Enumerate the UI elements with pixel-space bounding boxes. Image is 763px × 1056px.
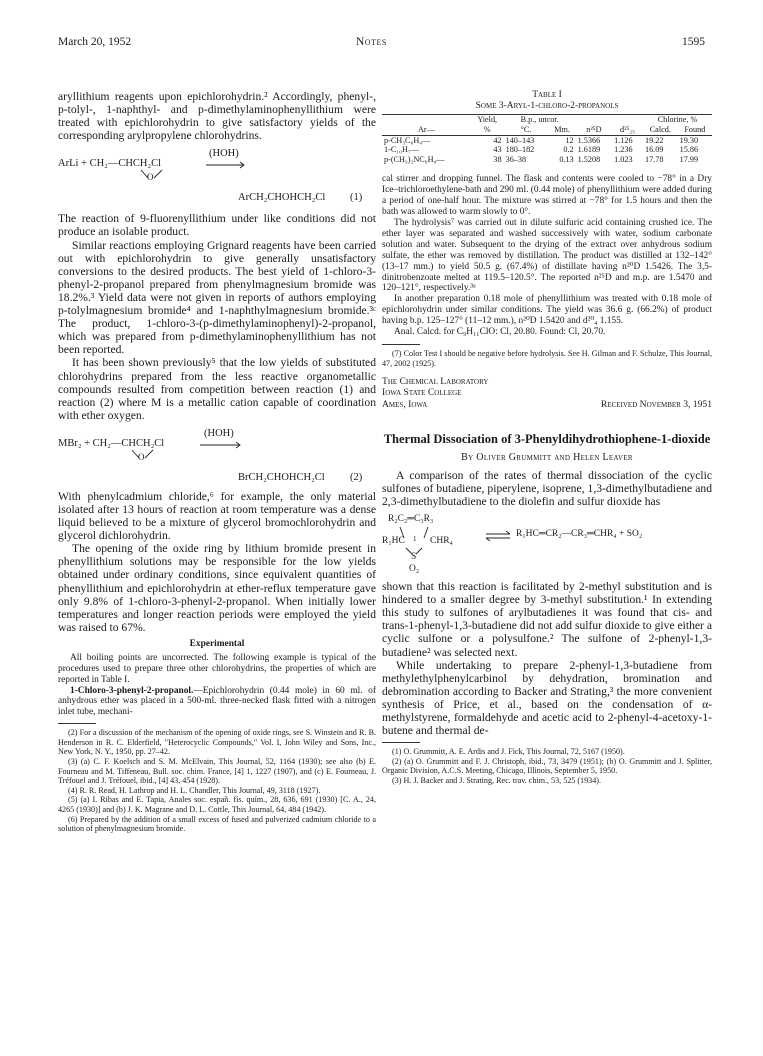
table-header-cell (612, 115, 643, 125)
table-cell: 1.126 (614, 135, 633, 145)
equation-3 (382, 512, 712, 578)
experimental-paragraph-2-text: —Epichlorohydrin (0.44 mole) in 60 ml. of anhydrous ether was placed in a 500-ml. three-necked flask fitted with a nitrogen inlet tube, mechani- (58, 685, 376, 718)
table-cell: 140–143 (505, 135, 535, 145)
article-byline: By Oliver Grummitt and Helen Leaver (461, 451, 633, 463)
table-cell: 17.99 (679, 154, 699, 164)
experimental-paragraph-5: In another preparation 0.18 mole of phenyllithium was treated with 0.18 mole of epichlorohydrin under similar conditions. The yield was 36.6 g. (66.2%) of product having b.p. 125–127° (11–12 mm.), n²⁰D 1.5420 and d²⁰₄ 1.155. (382, 294, 712, 327)
footnote-4: (4) R. R. Read, H. Lathrop and H. L. Chandler, This Journal, 49, 3118 (1927). (68, 785, 321, 795)
running-date: March 20, 1952 (58, 36, 132, 48)
table-cell: 0.13 (559, 154, 574, 164)
equation-1-product: ArCH₂CHOHCH₂Cl (238, 192, 326, 204)
received-date: Received November 3, 1951 (600, 398, 712, 410)
table-header-cell (576, 115, 612, 125)
left-column (58, 90, 376, 834)
lab-name: The Chemical Laboratory (382, 376, 489, 388)
table-cell: 180–182 (505, 145, 535, 155)
table-header-cell: Mm. (549, 125, 576, 135)
table-header-cell: °C. (504, 125, 549, 135)
equation-1-oxygen: O (147, 172, 154, 183)
table-cell: p-CH₃C₆H₄— (384, 135, 431, 145)
equation-2-oxygen: O (138, 451, 145, 462)
table-header-cell: Found (678, 125, 712, 135)
table-header-cell: n²⁵D (576, 125, 612, 135)
table-header-cell (382, 115, 471, 125)
table-header-cell: Chlorine, % (643, 115, 712, 125)
footnote-r3: (3) H. J. Backer and J. Strating, Rec. trav. chim., 53, 525 (1934). (392, 775, 601, 785)
equation-3-right: CHR₄ (430, 536, 453, 547)
compound-name: 1-Chloro-3-phenyl-2-propanol. (70, 685, 194, 696)
table-cell: 1.5366 (577, 135, 601, 145)
table-cell: 1-C₁₀H₇— (384, 145, 419, 155)
table-header-cell: Calcd. (643, 125, 678, 135)
table-row (382, 155, 712, 165)
table-cell: 42 (493, 135, 502, 145)
table-title: Some 3-Aryl-1-chloro-2-propanols (475, 101, 619, 112)
footnote-rule (382, 742, 420, 743)
table-cell: 15.86 (679, 145, 699, 155)
equation-2-condition: (HOH) (204, 427, 234, 439)
experimental-paragraph-2 (58, 686, 376, 719)
left-paragraph-2: The reaction of 9-fluorenyllithium under like conditions did not produce an isolable product. (58, 212, 376, 239)
experimental-heading: Experimental (189, 638, 245, 649)
equation-2-reactants: MBr₂ + CH₂—CHCH₂Cl (58, 437, 165, 449)
equation-3-oxygens: O₂ (409, 564, 420, 575)
equation-1-number: (1) (350, 192, 363, 204)
table-cell: 16.09 (644, 145, 664, 155)
left-paragraph-6: The opening of the oxide ring by lithium bromide present in phenyllithium solutions may be responsible for the low yields obtained under ordinary conditions, since equivalent quantities of phenyllithium and epichlorohydrin at ether-reflux temperature gave only 9.8% of 1-chloro-3-phenyl-2-propanol. When initially lower temperatures and longer reaction periods were employed the yield was raised to 67%. (58, 542, 376, 634)
table-row (382, 145, 712, 155)
equation-1 (58, 148, 376, 210)
equation-1-condition: (HOH) (209, 148, 239, 160)
footnote-2: (2) For a discussion of the mechanism of the opening of oxide rings, see S. Winstein and R. B. Henderson in R. C. Elderfield, "Heterocyclic Compounds," Vol. I, John Wiley and Sons, Inc., New York, N. Y., 1950, pp. 27–42. (58, 728, 376, 757)
experimental-paragraph-3: cal stirrer and dropping funnel. The flask and contents were cooled to −78° in a Dry Ice–trichloroethylene-bath and 290 ml. (0.44 mole) of phenyllithium were added during a period of one-half hour. The mixture was stirred at −78° for 1.5 hours and then the bath was allowed to warm slowly to 0°. (382, 174, 712, 218)
table-header-cell: B.p., uncor. (504, 115, 576, 125)
experimental-paragraph-1: All boiling points are uncorrected. The following example is typical of the procedures used to prepare three other chlorohydrins, the properties of which are reported in Table I. (58, 652, 376, 685)
table-row (382, 135, 712, 145)
table-cell: 19.30 (679, 135, 699, 145)
running-section: Notes (356, 36, 387, 48)
experimental-paragraph-4: The hydrolysis⁷ was carried out in dilute sulfuric acid containing crushed ice. The ether layer was separated and washed successively with water, sodium carbonate solution and water. Subsequent to the drying of the extract over anhydrous sodium sulfate, the ether was removed by distillation. The product was distilled at 132–142° (13–17 mm.) to yield 50.5 g. (67.4%) of distillate having n²⁰D 1.5426. The 3,5-dinitrobenzoate melted at 119.5–120.5°. The reported n²⁵D and m.p. are 1.5470 and 120–121°, respectively.³ᵃ (382, 218, 712, 294)
page-number: 1595 (682, 36, 705, 48)
equation-3-sulfur: S (411, 552, 417, 563)
equation-2-product: BrCH₂CHOHCH₂Cl (238, 471, 325, 483)
table-cell: 1.6189 (577, 145, 601, 155)
equation-2-number: (2) (350, 471, 363, 483)
footnote-rule (382, 344, 420, 345)
footnote-r1: (1) O. Grummitt, A. E. Ardis and J. Fick, This Journal, 72, 5167 (1950). (392, 747, 625, 757)
table-header-cell: Yield, (471, 115, 504, 125)
analysis-line: Anal. Calcd. for C₉H₁₁ClO: Cl, 20.80. Found: Cl, 20.70. (394, 327, 606, 338)
table-cell: 1.236 (614, 145, 633, 155)
table-cell: 36–38 (505, 154, 527, 164)
footnote-5: (5) (a) I. Ribas and E. Tapia, Anales soc. españ. fís. quím., 28, 636, 691 (1930) [C. A., 24, 4265 (1930)] and (b) J. K. Magrane and D. L. Cottle, This Journal, 64, 484 (1942). (58, 795, 376, 814)
equation-3-products: R₁HC═CR₂—CR₃═CHR₄ + SO₂ (516, 529, 643, 540)
footnote-6: (6) Prepared by the addition of a small excess of fused and pulverized cadmium chloride to a solution of phenylmagnesium bromide. (58, 814, 376, 834)
table-cell: 38 (493, 154, 502, 164)
footnote-3: (3) (a) C. F. Koelsch and S. M. McElvain, This Journal, 52, 1164 (1930); see also (b) E. Fourneau and M. Tiffeneau, Bull. soc. chim. France, [4] 1, 1227 (1907), and (c) E. Fourneau, J. Tréfouel and J. Tréfouel, ibid., [4] 43, 454 (1928). (58, 757, 376, 786)
table-header-cell: d²⁵₂₅ (612, 125, 643, 135)
table-header-row-1 (382, 115, 712, 125)
table-cell: 17.78 (644, 154, 664, 164)
left-paragraph-5: With phenylcadmium chloride,⁶ for example, the only material isolated after 13 hours of reaction at room temperature was a dense liquid believed to be a mixture of glycerol bromochlorohydrin and glycerol dichlorohydrin. (58, 489, 376, 543)
footnote-r2: (2) (a) O. Grummitt and F. J. Christoph, ibid., 73, 3479 (1951); (b) O. Grummitt and J. Splitter, Organic Division, A.C.S. Meeting, Chicago, Illinois, September 5, 1950. (382, 756, 712, 776)
right-paragraph-3: While undertaking to prepare 2-phenyl-1,3-butadiene from methylethylphenylcarbinol by dehydration, bromination and debromination according to Backer and Strating,³ the more convenient synthesis of Price, et al., based on the condensation of α-methylstyrene, formaldehyde and acetic acid to 2-phenyl-4-acetoxy-1-butene and thermal de- (382, 658, 712, 738)
table-label: Table I (532, 90, 562, 100)
footnote-rule (58, 723, 96, 724)
equation-3-top: R₂C₂═C₃R₃ (388, 514, 434, 525)
table-cell: 0.2 (563, 145, 574, 155)
location (382, 399, 712, 410)
equation-2 (58, 428, 376, 488)
left-paragraph-4: It has been shown previously⁵ that the low yields of substituted chlorohydrins prepared from the less reactive organometallic compounds resulted from competition between reaction (1) and reaction (2) where M is a metallic cation capable of coordination with ether oxygen. (58, 356, 376, 422)
left-paragraph-3: Similar reactions employing Grignard reagents have been carried out with epichlorohydrin to give generally unsatisfactory conversions to the desired products. The best yield of 1-chloro-3-phenyl-2-propanol prepared from phenylmagnesium bromide was 18.2%.³ Yield data were not given in reports of authors employing p-tolylmagnesium bromide⁴ and 1-naphthylmagnesium bromide.³ᶜ The product, 1-chloro-3-(p-dimethylaminophenyl)-2-propanol, which was prepared from p-dimethylaminophenyllithium has not been reported. (58, 238, 376, 357)
table-cell: 19.22 (644, 135, 664, 145)
footnote-7: (7) Color Test I should be negative before hydrolysis. See H. Gilman and F. Schulze, This Journal, 47, 2002 (1925). (382, 348, 712, 368)
equation-3-left: R₁HC (382, 536, 405, 547)
data-table (382, 114, 712, 164)
right-paragraph-1: A comparison of the rates of thermal dissociation of the cyclic sulfones of butadiene, piperylene, isoprene, 1,3-dimethylbutadiene and 2,3-dimethylbutadiene to the diolefin and sulfur dioxide has (382, 468, 712, 508)
institution: Iowa State College (382, 387, 462, 399)
table-header-row-2 (382, 125, 712, 135)
table-cell: 43 (493, 145, 502, 155)
table-cell: 12 (565, 135, 574, 145)
location-text: Ames, Iowa (382, 398, 428, 410)
table-header-cell: % (471, 125, 504, 135)
table-cell: 1.5208 (577, 154, 601, 164)
equation-3-locant: 1 (413, 535, 417, 544)
table-header-cell: Ar— (382, 125, 471, 135)
table-cell: 1.023 (614, 154, 633, 164)
right-column (382, 90, 712, 786)
table-cell: p-(CH₃)₂NC₆H₄— (384, 154, 445, 164)
equation-1-reactants: ArLi + CH₂—CHCH₂Cl (58, 158, 162, 170)
article-title: Thermal Dissociation of 3-Phenyldihydrothiophene-1-dioxide (383, 431, 711, 446)
right-paragraph-2: shown that this reaction is facilitated by 2-methyl substitution and is hindered to a smaller degree by 3-methyl substitution.¹ In extending this study to sulfones of arylbutadienes it was found that cis- and trans-1-phenyl-1,3-butadiene did not add sulfur dioxide to give either a cyclic sulfone or a polysulfone.² The sulfone of 2-phenyl-1,3-butadiene² was selected next. (382, 580, 712, 659)
left-paragraph-1: aryllithium reagents upon epichlorohydrin.² Accordingly, phenyl-, p-tolyl-, 1-naphthyl- and p-dimethylaminophenyllithium were treated with epichlorohydrin to give satisfactory yields of the corresponding arylpropylene chlorohydrins. (58, 90, 376, 143)
